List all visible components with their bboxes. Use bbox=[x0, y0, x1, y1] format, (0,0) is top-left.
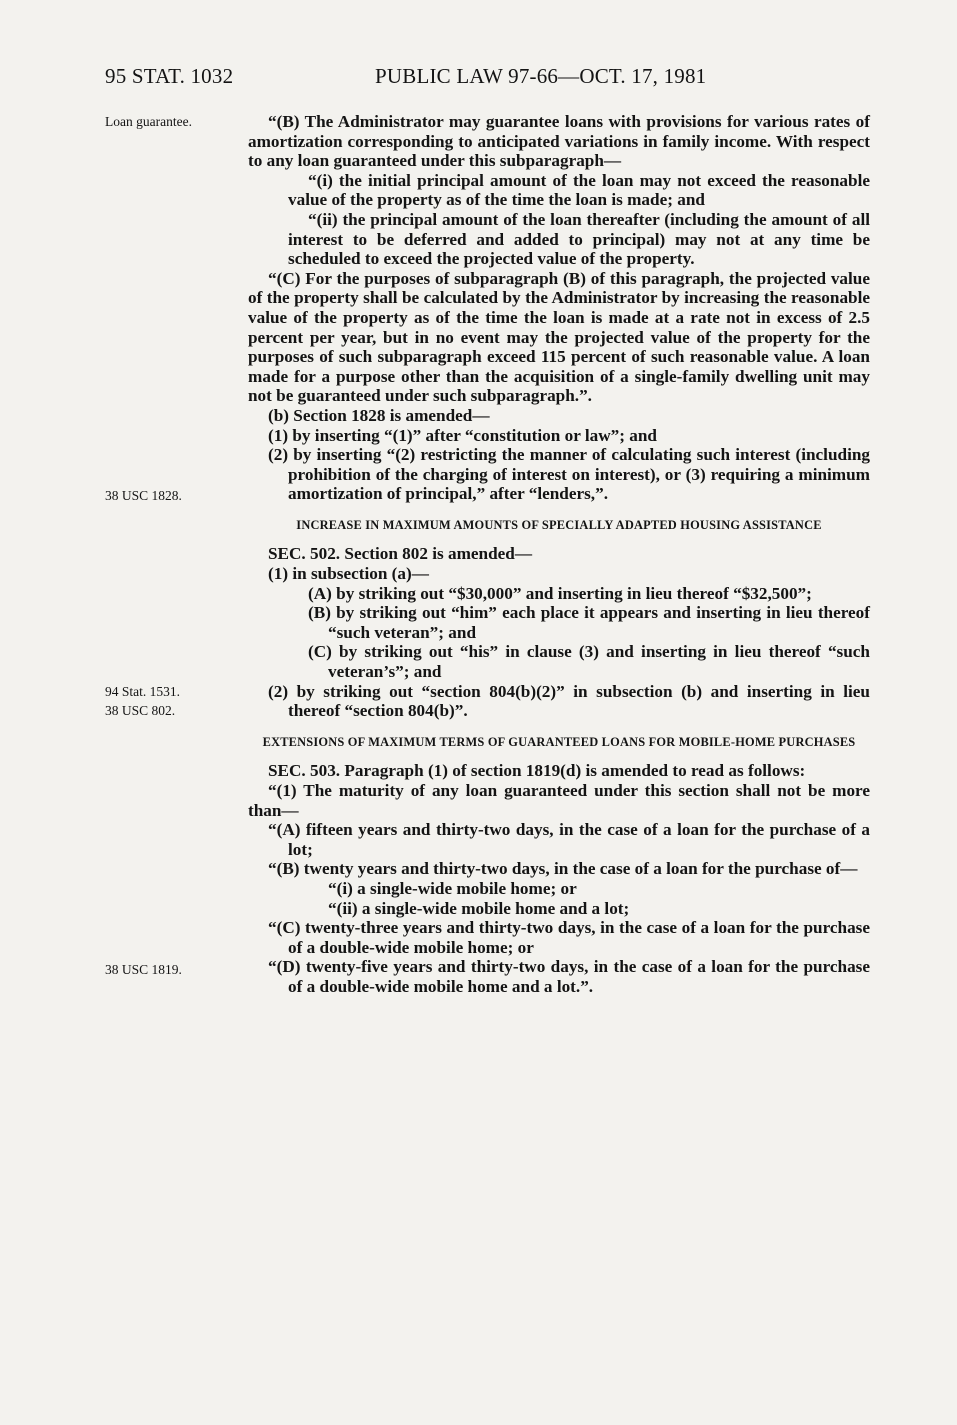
section-502-intro: SEC. 502. Section 802 is amended— bbox=[268, 544, 533, 564]
margin-note-38-usc-1828: 38 USC 1828. bbox=[105, 488, 182, 503]
section-503-item-d: “(D) twenty-five years and thirty-two days, in the case of a loan for the purchase of a double-wide mobile home and a lot.”. bbox=[268, 957, 870, 996]
section-503-item-a: “(A) fifteen years and thirty-two days, in the case of a loan for the purchase of a lot; bbox=[268, 820, 870, 859]
section-503-item-b-ii: “(ii) a single-wide mobile home and a lot; bbox=[328, 898, 630, 918]
running-header: PUBLIC LAW 97-66—OCT. 17, 1981 bbox=[375, 64, 707, 88]
section-502-item-1c: (C) by striking out “his” in clause (3) and inserting in lieu thereof “such veteran’s”; and bbox=[308, 642, 870, 682]
section-503-item-b-i: “(i) a single-wide mobile home; or bbox=[328, 878, 577, 898]
section-1828-intro: (b) Section 1828 is amended— bbox=[268, 405, 490, 425]
statute-body bbox=[248, 112, 870, 997]
section-502-heading: INCREASE IN MAXIMUM AMOUNTS OF SPECIALLY ADAPTED HOUSING ASSISTANCE bbox=[296, 517, 822, 532]
paragraph-b: “(B) The Administrator may guarantee loans with provisions for various rates of amortization corresponding to anticipated variations in family income. With respect to any loan guaranteed under this subparagraph— bbox=[248, 112, 870, 171]
section-1828-item-2: (2) by inserting “(2) restricting the manner of calculating such interest (including prohibition of the charging of interest on interest), or (3) requiring a minimum amortization of principal,” after “lenders,”. bbox=[268, 445, 870, 504]
clause-b-ii: “(ii) the principal amount of the loan thereafter (including the amount of all interest to be deferred and added to principal) may not at any time be scheduled to exceed the projected value of the property. bbox=[288, 209, 870, 269]
section-503-item-b: “(B) twenty years and thirty-two days, in the case of a loan for the purchase of— bbox=[268, 859, 858, 879]
margin-note-loan-guarantee: Loan guarantee. bbox=[105, 114, 192, 129]
section-503-heading: EXTENSIONS OF MAXIMUM TERMS OF GUARANTEED LOANS FOR MOBILE-HOME PURCHASES bbox=[262, 734, 856, 749]
margin-note-38-usc-802: 38 USC 802. bbox=[105, 703, 176, 718]
section-502-item-1a: (A) by striking out “$30,000” and inserting in lieu thereof “$32,500”; bbox=[308, 583, 812, 603]
margin-note-94-stat-1531: 94 Stat. 1531. bbox=[105, 684, 181, 699]
section-502-item-1b: (B) by striking out “him” each place it appears and inserting in lieu thereof “such veteran”; and bbox=[308, 603, 870, 642]
section-502-item-2: (2) by striking out “section 804(b)(2)” in subsection (b) and inserting in lieu thereof “section 804(b)”. bbox=[268, 681, 870, 721]
section-502-item-1: (1) in subsection (a)— bbox=[268, 564, 429, 584]
clause-b-i: “(i) the initial principal amount of the loan may not exceed the reasonable value of the property as of the time the loan is made; and bbox=[288, 170, 870, 210]
section-503-paragraph-1: “(1) The maturity of any loan guaranteed under this section shall not be more than— bbox=[248, 781, 870, 820]
paragraph-c: “(C) For the purposes of subparagraph (B) of this paragraph, the projected value of the property shall be calculated by the Administrator by increasing the reasonable value of the property as of the time the loan is made at a rate not in excess of 2.5 percent per year, but in no event may the projected value of the property for the purposes of such subparagraph exceed 115 percent of such reasonable value. A loan made for a purpose other than the acquisition of a single-family dwelling unit may not be guaranteed under such subparagraph.”. bbox=[248, 268, 870, 406]
margin-note-38-usc-1819: 38 USC 1819. bbox=[105, 962, 182, 977]
section-1828-item-1: (1) by inserting “(1)” after “constitution or law”; and bbox=[268, 425, 657, 445]
section-503-item-c: “(C) twenty-three years and thirty-two days, in the case of a loan for the purchase of a double-wide mobile home; or bbox=[268, 918, 870, 957]
stat-page-number: 95 STAT. 1032 bbox=[105, 64, 234, 88]
section-503-intro: SEC. 503. Paragraph (1) of section 1819(d) is amended to read as follows: bbox=[268, 761, 806, 781]
